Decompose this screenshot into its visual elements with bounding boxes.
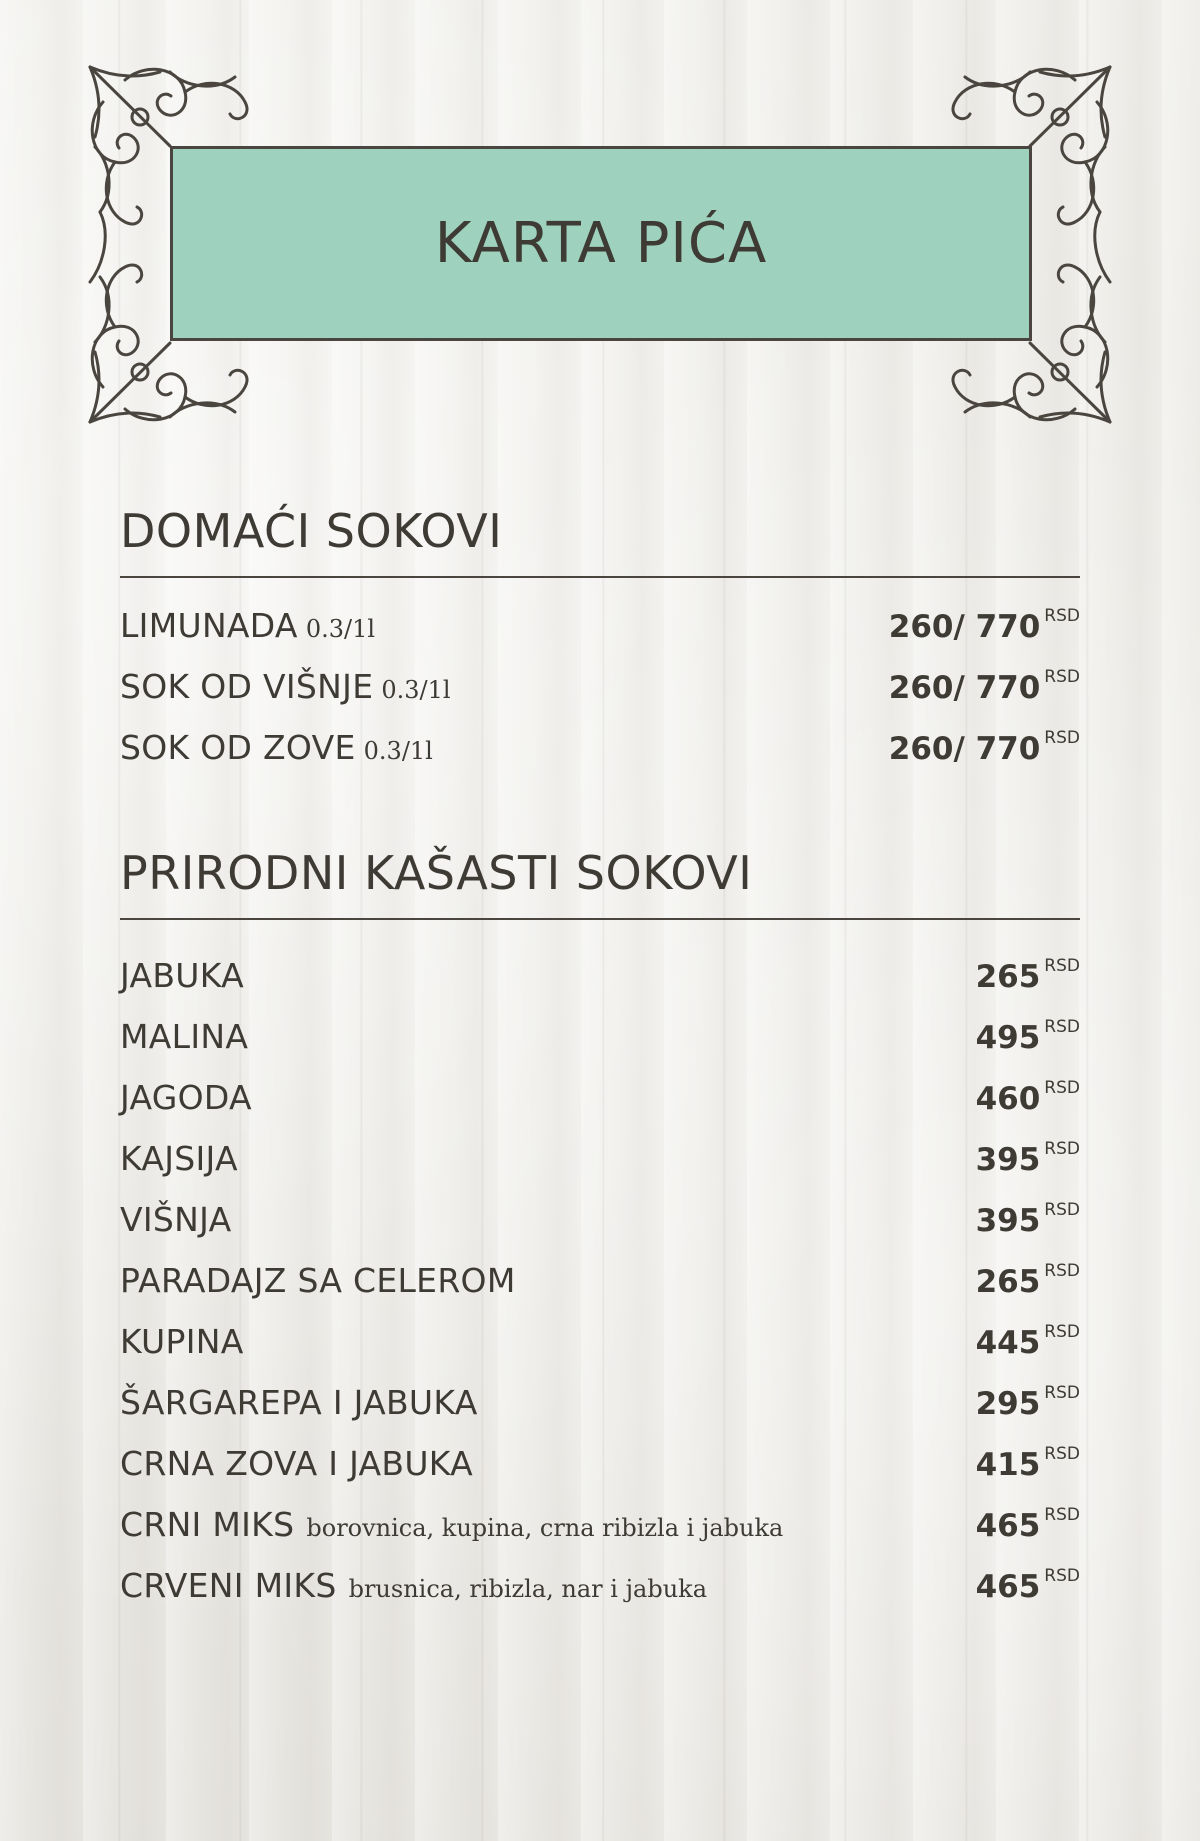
item-name: LIMUNADA: [120, 606, 298, 645]
item-description: borovnica, kupina, crna ribizla i jabuka: [306, 1514, 784, 1542]
menu-item: [120, 1017, 1080, 1078]
item-price: 460: [975, 1081, 1041, 1117]
item-price: 265: [975, 959, 1041, 995]
item-price: 465: [975, 1508, 1041, 1544]
menu-item: [120, 1322, 1080, 1383]
item-volume: 0.3/1l: [305, 615, 376, 643]
menu-item: [120, 1566, 1080, 1627]
item-price: 495: [975, 1020, 1041, 1056]
item-price: 445: [975, 1325, 1041, 1361]
menu-item: [120, 1505, 1080, 1566]
menu-item: [120, 606, 1080, 667]
item-name: KAJSIJA: [120, 1139, 238, 1178]
item-name: VIŠNJA: [120, 1200, 232, 1239]
menu-item: [120, 1261, 1080, 1322]
section-prirodni-kasasti-sokovi: [120, 846, 1080, 1627]
item-name: CRNA ZOVA I JABUKA: [120, 1444, 474, 1483]
item-price: 415: [975, 1447, 1041, 1483]
item-currency: RSD: [1044, 667, 1080, 687]
item-name: PARADAJZ SA CELEROM: [120, 1261, 516, 1300]
item-price: 260/ 770: [888, 731, 1041, 767]
menu-item: [120, 728, 1080, 789]
item-price: 395: [975, 1142, 1041, 1178]
page-title: KARTA PIĆA: [434, 211, 768, 276]
menu-item: [120, 956, 1080, 1017]
item-price: 395: [975, 1203, 1041, 1239]
item-currency: RSD: [1044, 1505, 1080, 1525]
menu-list: [120, 956, 1080, 1627]
item-name: CRNI MIKS: [120, 1505, 295, 1544]
item-currency: RSD: [1044, 1383, 1080, 1403]
section-domaci-sokovi: [120, 504, 1080, 789]
item-description: brusnica, ribizla, nar i jabuka: [348, 1575, 708, 1603]
section-heading: PRIRODNI KAŠASTI SOKOVI: [120, 850, 1080, 920]
item-currency: RSD: [1044, 1566, 1080, 1586]
item-currency: RSD: [1044, 1322, 1080, 1342]
item-name: ŠARGAREPA I JABUKA: [120, 1383, 478, 1422]
item-currency: RSD: [1044, 1261, 1080, 1281]
item-currency: RSD: [1044, 956, 1080, 976]
menu-item: [120, 1383, 1080, 1444]
item-name: MALINA: [120, 1017, 249, 1056]
item-name: KUPINA: [120, 1322, 244, 1361]
item-currency: RSD: [1044, 728, 1080, 748]
item-currency: RSD: [1044, 1017, 1080, 1037]
item-name: CRVENI MIKS: [120, 1566, 337, 1605]
item-currency: RSD: [1044, 606, 1080, 626]
item-volume: 0.3/1l: [363, 737, 433, 765]
item-currency: RSD: [1044, 1444, 1080, 1464]
item-volume: 0.3/1l: [381, 676, 451, 704]
title-banner: [170, 146, 1032, 341]
menu-item: [120, 1078, 1080, 1139]
menu-item: [120, 1200, 1080, 1261]
item-currency: RSD: [1044, 1078, 1080, 1098]
item-name: JAGODA: [120, 1078, 252, 1117]
item-price: 260/ 770: [888, 609, 1041, 645]
item-price: 260/ 770: [888, 670, 1041, 706]
item-name: JABUKA: [120, 956, 244, 995]
item-name: SOK OD VIŠNJE: [120, 667, 374, 706]
menu-item: [120, 1444, 1080, 1505]
menu-item: [120, 667, 1080, 728]
item-name: SOK OD ZOVE: [120, 728, 356, 767]
item-price: 465: [975, 1569, 1041, 1605]
menu-list: [120, 606, 1080, 789]
item-price: 295: [975, 1386, 1041, 1422]
menu-item: [120, 1139, 1080, 1200]
item-price: 265: [975, 1264, 1041, 1300]
section-heading: DOMAĆI SOKOVI: [120, 508, 1080, 578]
item-currency: RSD: [1044, 1139, 1080, 1159]
item-currency: RSD: [1044, 1200, 1080, 1220]
